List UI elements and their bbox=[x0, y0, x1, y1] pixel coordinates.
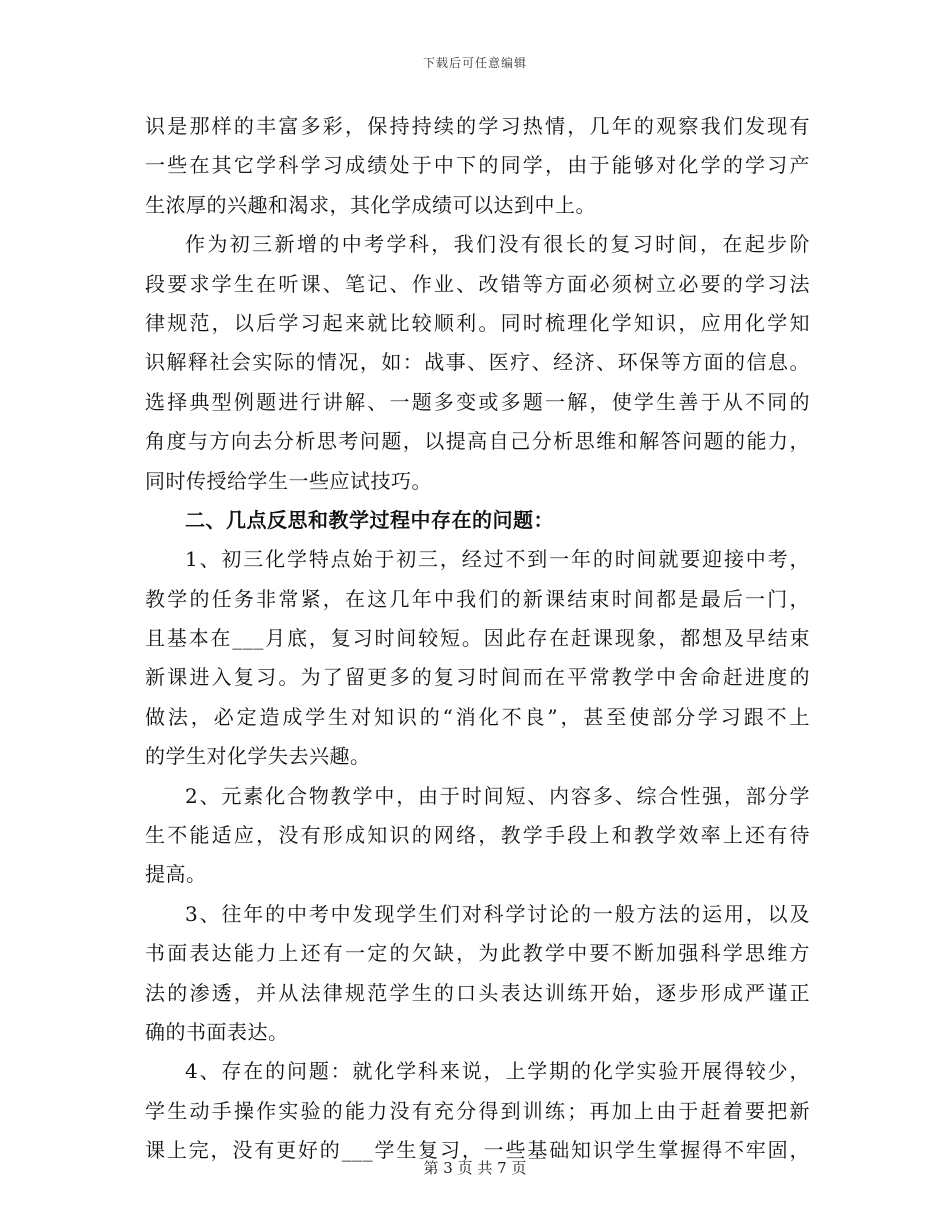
paragraph-line: 作为初三新增的中考学科，我们没有很长的复习时间，在起步阶 bbox=[185, 232, 810, 257]
paragraph-line: 的学生对化学失去兴趣。 bbox=[145, 744, 371, 769]
paragraph-line: 确的书面表达。 bbox=[145, 1019, 289, 1044]
paragraph-line: 2、元素化合物教学中，由于时间短、内容多、综合性强，部分学 bbox=[185, 783, 810, 808]
page-header: 下载后可任意编辑 bbox=[422, 56, 527, 70]
paragraph-line: 同时传授给学生一些应试技巧。 bbox=[145, 468, 432, 493]
paragraph-line: 识解释社会实际的情况，如：战事、医疗、经济、环保等方面的信息。 bbox=[145, 350, 810, 375]
document-body bbox=[145, 107, 810, 1171]
paragraph-line: 学生动手操作实验的能力没有充分得到训练；再加上由于赶着要把新 bbox=[145, 1098, 810, 1123]
section-heading: 二、几点反思和教学过程中存在的问题： bbox=[185, 507, 554, 532]
paragraph-line: 做法，必定造成学生对知识的“消化不良”，甚至使部分学习跟不上 bbox=[145, 704, 810, 729]
paragraph-line: 1、初三化学特点始于初三，经过不到一年的时间就要迎接中考， bbox=[185, 547, 810, 572]
paragraph-line: 一些在其它学科学习成绩处于中下的同学，由于能够对化学的学习产 bbox=[145, 153, 810, 178]
page-number: 第 3 页 共 7 页 bbox=[423, 1159, 527, 1177]
paragraph-line: 且基本在___月底，复习时间较短。因此存在赶课现象，都想及早结束 bbox=[145, 626, 810, 651]
paragraph-line: 课上完，没有更好的___学生复习，一些基础知识学生掌握得不牢固， bbox=[145, 1138, 810, 1163]
paragraph-line: 提高。 bbox=[145, 862, 207, 887]
paragraph-line: 段要求学生在听课、笔记、作业、改错等方面必须树立必要的学习法 bbox=[145, 271, 810, 296]
paragraph-line: 新课进入复习。为了留更多的复习时间而在平常教学中舍命赶进度的 bbox=[145, 665, 810, 690]
paragraph-line: 律规范，以后学习起来就比较顺利。同时梳理化学知识，应用化学知 bbox=[145, 310, 810, 335]
paragraph-line: 生不能适应，没有形成知识的网络，教学手段上和教学效率上还有待 bbox=[145, 823, 810, 848]
paragraph-line: 角度与方向去分析思考问题，以提高自己分析思维和解答问题的能力， bbox=[145, 429, 810, 454]
paragraph-line: 选择典型例题进行讲解、一题多变或多题一解，使学生善于从不同的 bbox=[145, 389, 810, 414]
paragraph-line: 法的渗透，并从法律规范学生的口头表达训练开始，逐步形成严谨正 bbox=[145, 980, 810, 1005]
paragraph-line: 书面表达能力上还有一定的欠缺，为此教学中要不断加强科学思维方 bbox=[145, 941, 810, 966]
paragraph-line: 教学的任务非常紧，在这几年中我们的新课结束时间都是最后一门， bbox=[145, 586, 810, 611]
paragraph-line: 生浓厚的兴趣和渴求，其化学成绩可以达到中上。 bbox=[145, 192, 596, 217]
paragraph-line: 4、存在的问题：就化学科来说，上学期的化学实验开展得较少， bbox=[185, 1059, 810, 1084]
paragraph-line: 识是那样的丰富多彩，保持持续的学习热情，几年的观察我们发现有 bbox=[145, 114, 810, 138]
paragraph-line: 3、往年的中考中发现学生们对科学讨论的一般方法的运用，以及 bbox=[185, 901, 810, 926]
